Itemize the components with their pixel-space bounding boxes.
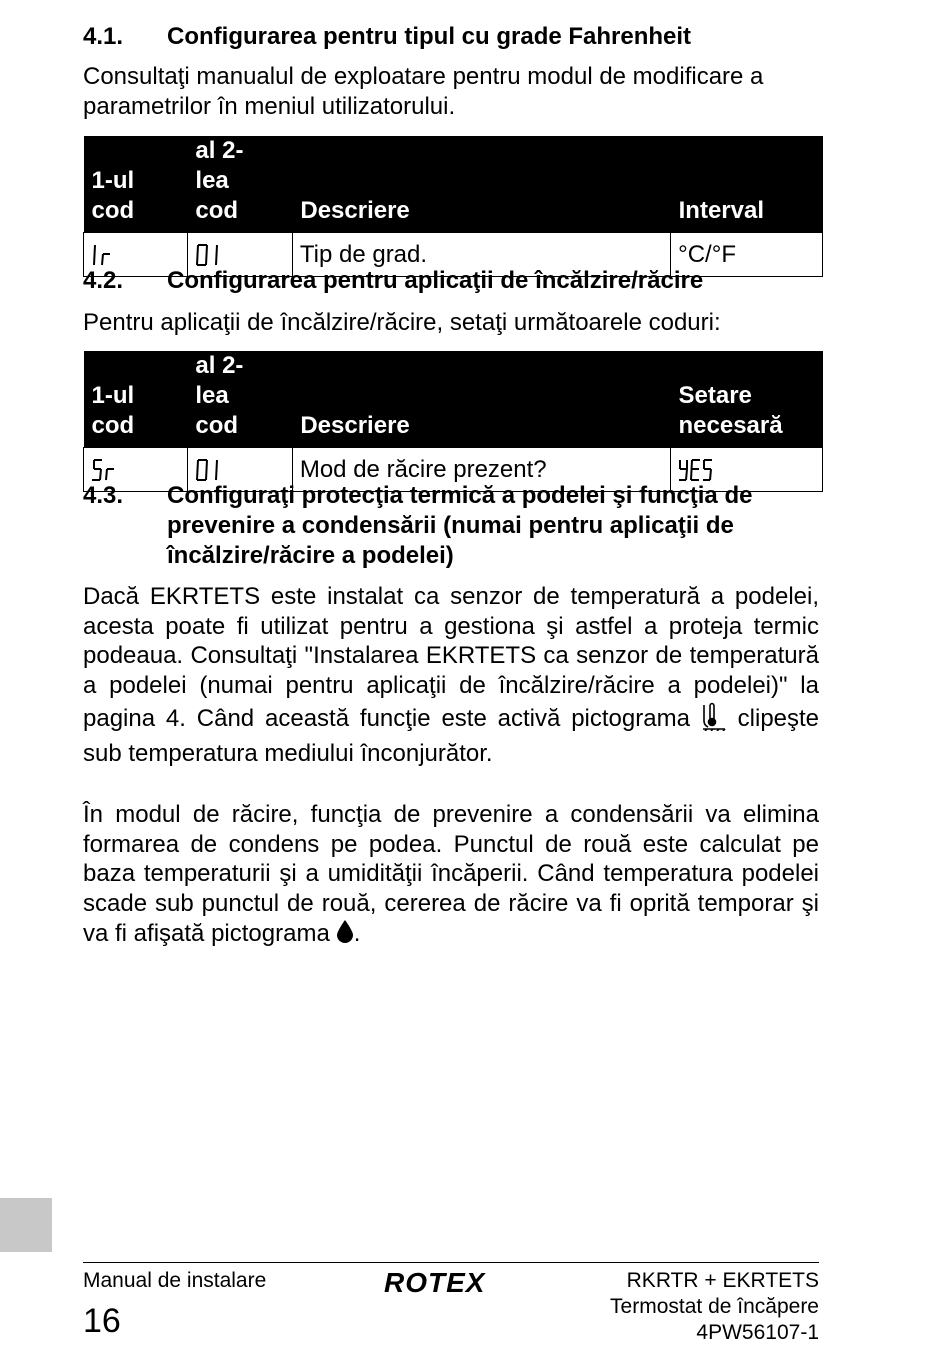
section-number: 4.3. [83, 482, 124, 509]
col-header-interval: Interval [671, 136, 823, 233]
footer-subtitle: Termostat de încăpere [610, 1295, 819, 1318]
section-4-3-heading [83, 481, 823, 571]
section-number: 4.2. [83, 267, 124, 294]
paragraph-text: . [353, 920, 361, 948]
col-header-code1: 1-ul cod [84, 136, 188, 233]
paragraph-text: clipeşte sub temperatura mediului înconjurător. [83, 705, 820, 767]
degree-type-table [83, 136, 823, 277]
section-4-1-heading [83, 22, 823, 52]
description-cell: Mod de răcire prezent? [292, 448, 670, 492]
description-cell: Tip de grad. [292, 233, 670, 277]
paragraph-text: În modul de răcire, funcţia de prevenire a condensării va elimina formarea de condens pe podea. Punctul de rouă este calculat pe baza temperaturii şi a umidităţii încăperii. Când temperatura podelei scade sub punctul de rouă, cererea de răcire va fi oprită temporar şi va fi afişată pictograma [83, 801, 819, 948]
rotex-logo: ROTEX [384, 1267, 486, 1298]
footer-doc-type: Manual de instalare [83, 1269, 267, 1292]
section-4-2-intro: Pentru aplicaţii de încălzire/răcire, setaţi următoarele coduri: [83, 309, 721, 336]
col-header-setting: Setare necesară [671, 351, 823, 448]
paragraph-text: Dacă EKRTETS este instalat ca senzor de temperatură a podelei, acesta poate fi utilizat pentru a gestiona şi astfel a proteja termic podeaua. Consultaţi "Instalarea EKRTETS ca senzor de temperatură a podelei (numai pentru aplicaţii de încălzire/răcire a podelei)" la pagina 4. Când această funcţie este activă pictograma [83, 583, 819, 733]
col-header-description: Descriere [292, 351, 670, 448]
chapter-tab-marker [0, 1198, 52, 1252]
section-4-1-intro: Consultaţi manualul de exploatare pentru modul de modificare a parametrilor în meniul utilizatorului. [83, 63, 764, 120]
footer-divider [83, 1262, 819, 1263]
table-header-row [84, 351, 823, 448]
col-header-code1: 1-ul cod [84, 351, 188, 448]
footer-product-info [610, 1268, 819, 1346]
section-title: Configurarea pentru aplicaţii de încălzire/răcire [167, 267, 704, 294]
interval-cell: °C/°F [671, 233, 823, 277]
footer-doc-code: 4PW56107-1 [696, 1321, 819, 1344]
cooling-mode-table [83, 351, 823, 492]
col-header-description: Descriere [292, 136, 670, 233]
condensation-paragraph [83, 800, 819, 951]
footer-product: RKRTR + EKRTETS [626, 1269, 819, 1292]
section-4-2-heading [83, 266, 823, 296]
floor-protection-paragraph [83, 582, 819, 768]
col-header-code2: al 2-lea cod [187, 351, 292, 448]
droplet-icon [336, 919, 354, 951]
section-number: 4.1. [83, 23, 124, 50]
section-title: Configurarea pentru tipul cu grade Fahrenheit [167, 23, 692, 50]
floor-thermometer-icon [701, 701, 727, 739]
col-header-code2: al 2-lea cod [187, 136, 292, 233]
page-number: 16 [83, 1302, 121, 1340]
section-title: Configuraţi protecţia termică a podelei şi funcţia de prevenire a condensării (numai pentru aplicaţii de încălzire/răcire a podelei) [167, 482, 753, 569]
table-header-row [84, 136, 823, 233]
